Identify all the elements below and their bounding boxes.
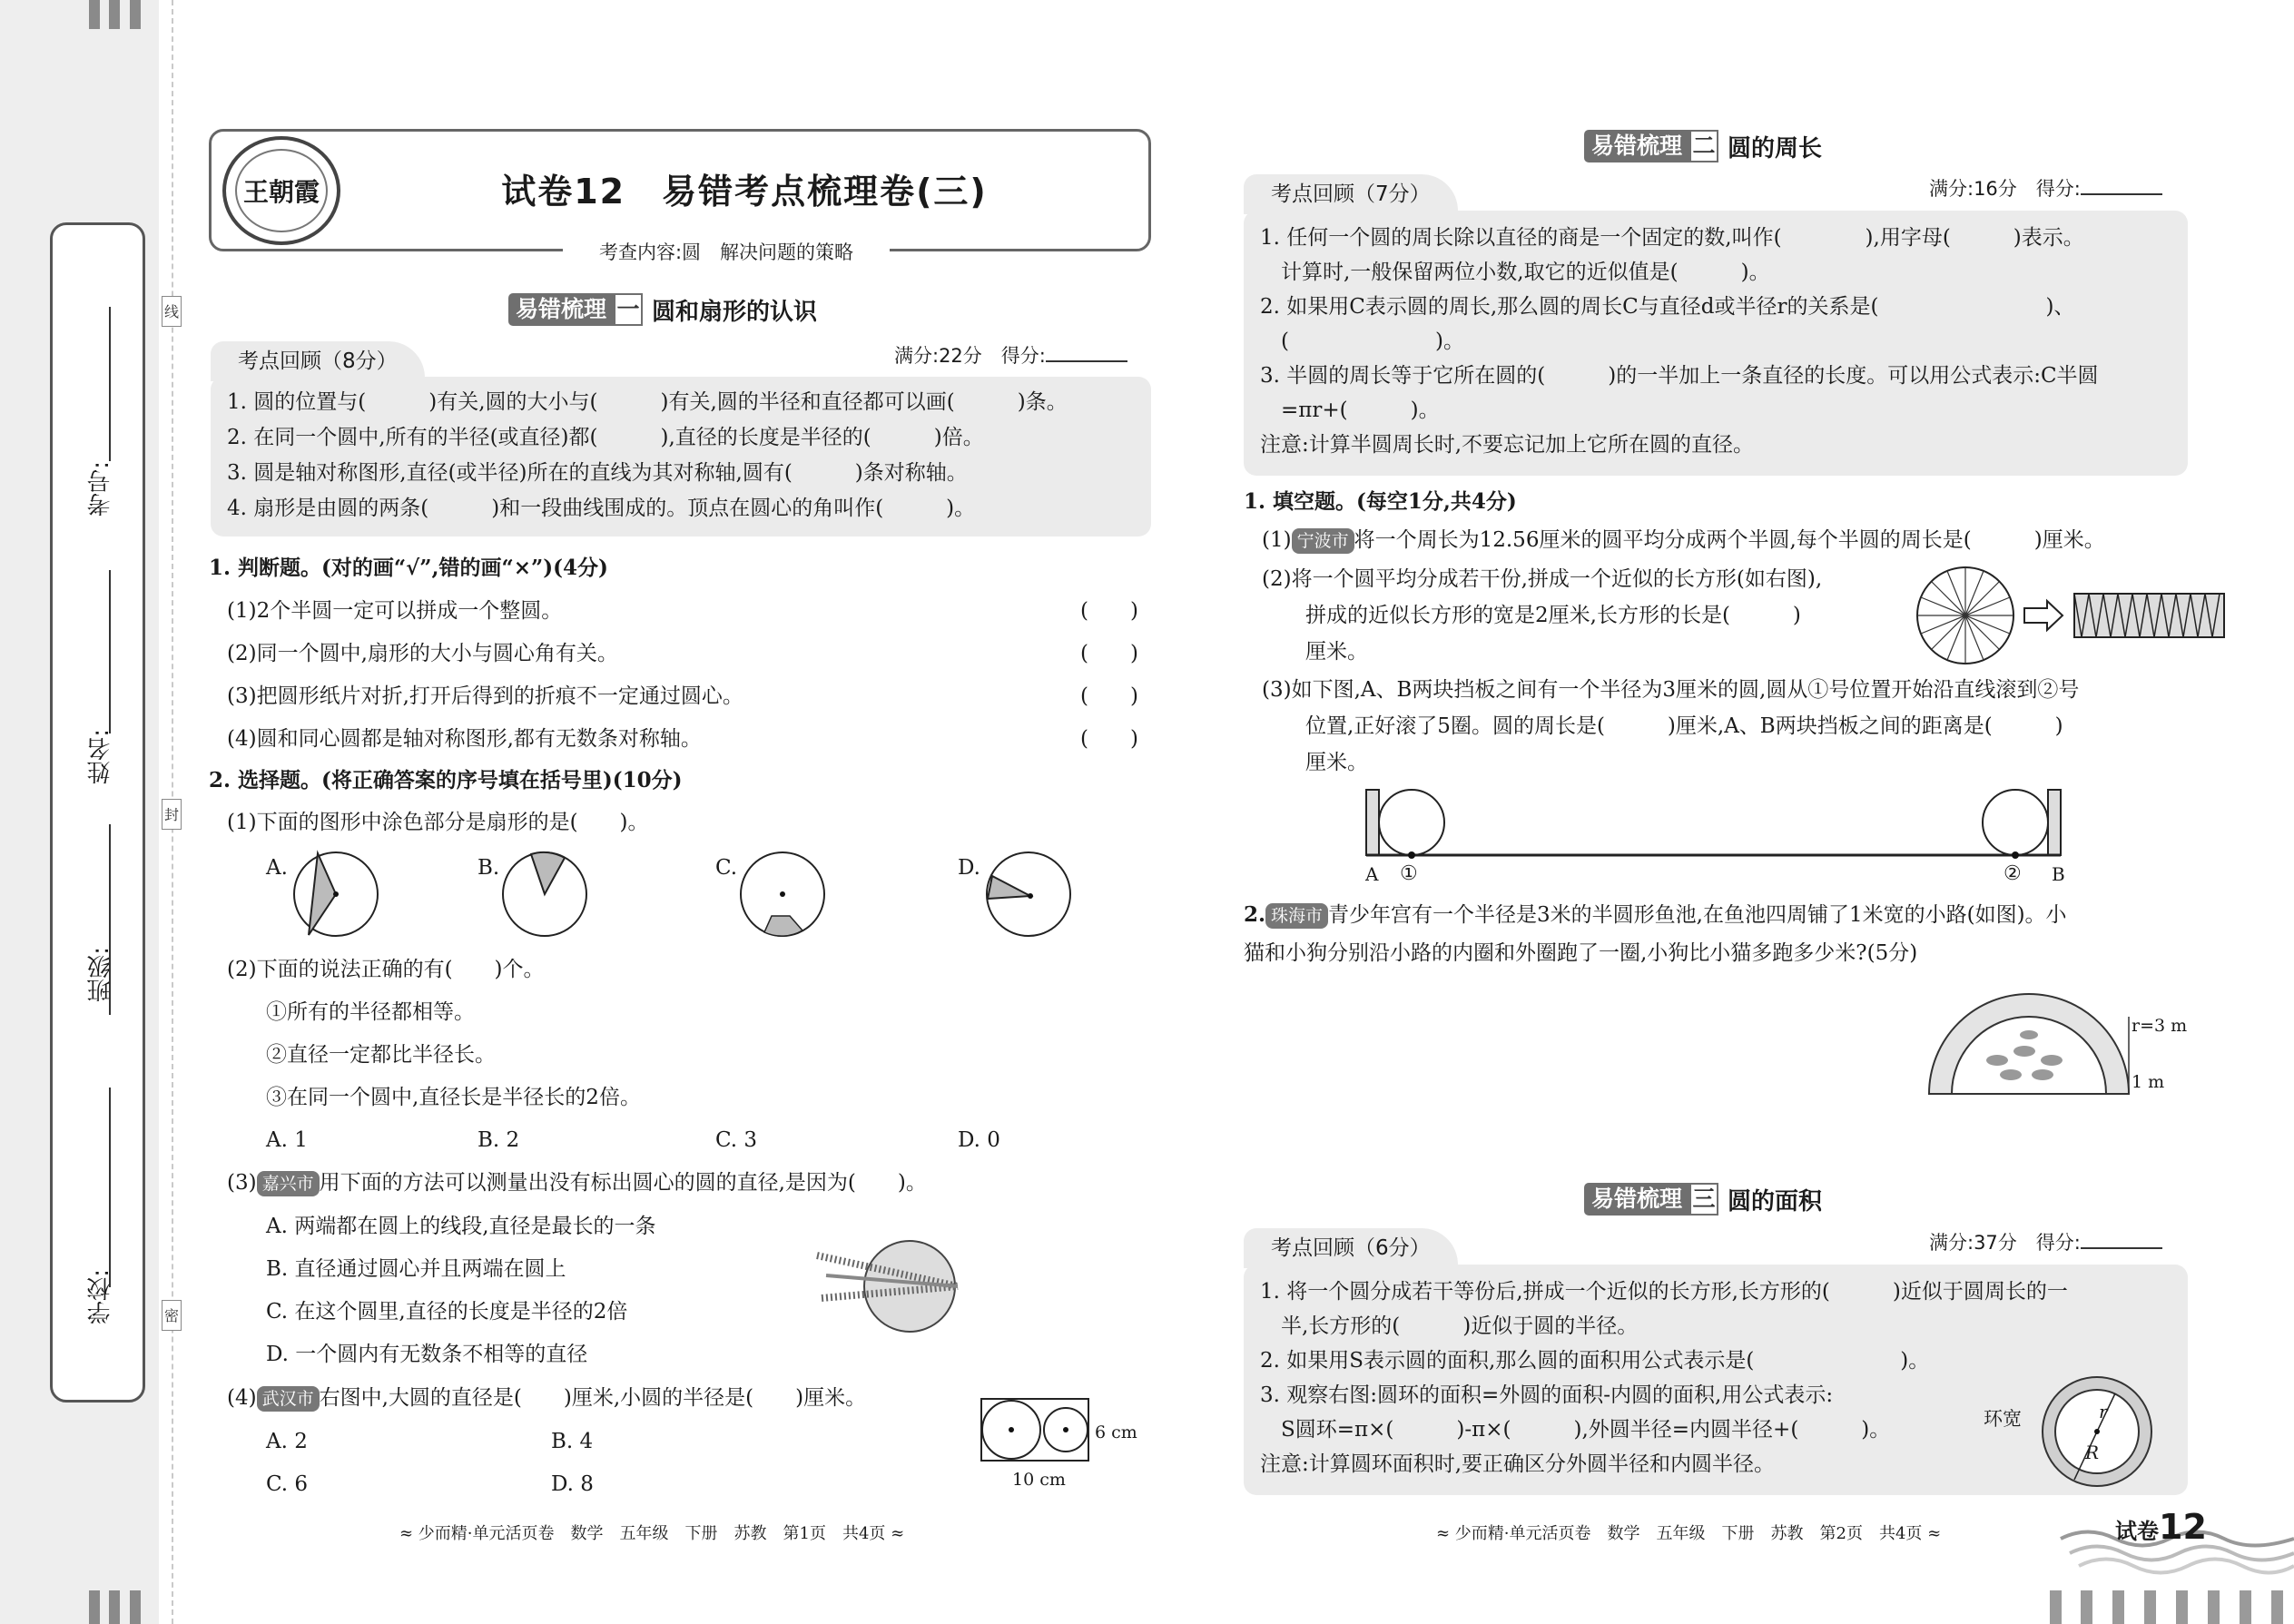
review-line: 1. 圆的位置与( )有关,圆的大小与( )有关,圆的半径和直径都可以画( )条。 xyxy=(227,390,1068,414)
figure-label-b: B xyxy=(2052,863,2065,885)
option-label: D. 8 xyxy=(551,1472,594,1496)
exam-number-line[interactable] xyxy=(109,307,111,461)
name-line[interactable] xyxy=(109,570,111,733)
footer-left: ≈ 少而精·单元活页卷 数学 五年级 下册 苏教 第1页 共4页 ≈ xyxy=(399,1524,905,1543)
figure-two-circles xyxy=(980,1398,1089,1462)
figure-circle-to-rectangle xyxy=(1915,565,2233,669)
review-line: 3. 观察右图:圆环的面积=外圆的面积-内圆的面积,用公式表示: xyxy=(1260,1383,1834,1407)
binding-tick xyxy=(2271,1590,2283,1624)
question-item: (1)2个半圆一定可以拼成一个整圆。 xyxy=(227,599,563,623)
cut-mark-mi: 密 xyxy=(162,1300,182,1331)
cut-mark-xian: 线 xyxy=(162,296,182,327)
option-label: C. 在这个圆里,直径的长度是半径的2倍 xyxy=(266,1300,628,1324)
review-line: ( )。 xyxy=(1260,330,1464,353)
review-line: 2. 如果用S表示圆的面积,那么圆的面积用公式表示是( )。 xyxy=(1260,1349,1930,1373)
figure-option-c xyxy=(737,849,837,940)
question-item: 厘米。 xyxy=(1305,640,1368,664)
binding-tick xyxy=(2112,1590,2124,1624)
question-item: (2)下面的说法正确的有( )个。 xyxy=(227,958,545,981)
score-blank[interactable] xyxy=(1046,360,1127,362)
page-subtitle: 考查内容:圆 解决问题的策略 xyxy=(563,238,890,267)
binding-tick xyxy=(2208,1590,2220,1624)
review-line: 2. 如果用C表示圆的周长,那么圆的周长C与直径d或半径r的关系是( )、 xyxy=(1260,295,2075,319)
question-item: (4) 武汉市 右图中,大圆的直径是( )厘米,小圆的半径是( )厘米。 xyxy=(227,1386,867,1410)
binding-tick xyxy=(89,1590,100,1624)
score-line: 满分:37分 得分: xyxy=(1929,1228,2162,1255)
city-badge: 珠海市 xyxy=(1265,903,1328,929)
figure-option-b xyxy=(499,849,599,940)
section-2-title: 易错梳理 二 圆的周长 xyxy=(1584,129,1822,163)
option-label: B. 2 xyxy=(478,1128,520,1152)
option-label: D. 一个圆内有无数条不相等的直径 xyxy=(266,1343,588,1366)
question-item: (3)如下图,A、B两块挡板之间有一个半径为3厘米的圆,圆从①号位置开始沿直线滚到②号 xyxy=(1262,678,2080,702)
review-line: 2. 在同一个圆中,所有的半径(或直径)都( ),直径的长度是半径的( )倍。 xyxy=(227,426,984,449)
cut-mark-feng: 封 xyxy=(162,799,182,830)
question-item: (1) 宁波市 将一个周长为12.56厘米的圆平均分成两个半圆,每个半圆的周长是( )厘米。 xyxy=(1262,528,2105,552)
class-field: 班级: xyxy=(87,947,114,1002)
question-item: (3) 嘉兴市 用下面的方法可以测量出没有标出圆心的圆的直径,是因为( )。 xyxy=(227,1171,927,1195)
city-badge: 嘉兴市 xyxy=(257,1171,320,1196)
name-field: 姓名: xyxy=(87,729,114,784)
question-item: 拼成的近似长方形的宽是2厘米,长方形的长是( ) xyxy=(1305,604,1801,627)
figure-rolling-circle xyxy=(1362,790,2070,858)
option-label: B. 4 xyxy=(551,1430,594,1453)
binding-tick xyxy=(2176,1590,2188,1624)
question-item: 位置,正好滚了5圈。圆的周长是( )厘米,A、B两块挡板之间的距离是( ) xyxy=(1305,714,2063,738)
figure-label-width: 10 cm xyxy=(1012,1470,1066,1490)
review-panel xyxy=(1244,211,2188,476)
binding-tick xyxy=(109,0,120,29)
question-item: (2)将一个圆平均分成若干份,拼成一个近似的长方形(如右图), xyxy=(1262,567,1823,591)
question-item: (2)同一个圆中,扇形的大小与圆心角有关。 xyxy=(227,642,618,665)
review-tab: 考点回顾（7分） xyxy=(1244,174,1458,214)
question-heading: 1. 填空题。(每空1分,共4分) xyxy=(1244,489,1517,514)
binding-tick xyxy=(109,1590,120,1624)
page-badge: 试卷12 xyxy=(2115,1507,2207,1547)
figure-label-height: 6 cm xyxy=(1095,1422,1137,1442)
figure-label-radius: r=3 m xyxy=(2132,1016,2188,1036)
review-tab: 考点回顾（6分） xyxy=(1244,1228,1458,1268)
option-label: C. xyxy=(715,856,738,880)
footer-right: ≈ 少而精·单元活页卷 数学 五年级 下册 苏教 第2页 共4页 ≈ xyxy=(1436,1524,1942,1543)
statement: ②直径一定都比半径长。 xyxy=(266,1043,496,1067)
option-label: B. xyxy=(478,856,500,880)
review-line: =πr+( )。 xyxy=(1260,399,1440,422)
review-line: 1. 将一个圆分成若干等份后,拼成一个近似的长方形,长方形的( )近似于圆周长的一 xyxy=(1260,1280,2068,1304)
city-badge: 宁波市 xyxy=(1292,528,1354,554)
question-item: (4)圆和同心圆都是轴对称图形,都有无数条对称轴。 xyxy=(227,727,702,751)
question-heading: 2. 选择题。(将正确答案的序号填在括号里)(10分) xyxy=(209,768,683,792)
figure-measuring-diameter xyxy=(817,1230,962,1339)
figure-option-a xyxy=(290,849,390,940)
answer-paren[interactable]: ( ) xyxy=(1080,642,1138,665)
section-1-title: 易错梳理 一 圆和扇形的认识 xyxy=(508,292,817,327)
answer-paren[interactable]: ( ) xyxy=(1080,599,1138,623)
binding-tick xyxy=(2240,1590,2251,1624)
binding-tick xyxy=(2081,1590,2092,1624)
question-item: 2. 珠海市 青少年宫有一个半径是3米的半圆形鱼池,在鱼池四周铺了1米宽的小路(如图)。小 xyxy=(1244,902,2067,927)
statement: ③在同一个圆中,直径长是半径长的2倍。 xyxy=(266,1086,641,1109)
binding-tick xyxy=(130,0,141,29)
score-line: 满分:16分 得分: xyxy=(1929,174,2162,202)
question-item: (1)下面的图形中涂色部分是扇形的是( )。 xyxy=(227,811,649,834)
score-blank[interactable] xyxy=(2081,193,2162,195)
figure-label-2: ② xyxy=(2004,862,2022,885)
review-note: 注意:计算半圆周长时,不要忘记加上它所在圆的直径。 xyxy=(1260,433,1755,457)
option-label: A. 1 xyxy=(266,1128,308,1152)
option-label: C. 3 xyxy=(715,1128,758,1152)
figure-label-ring-width: 环宽 xyxy=(1984,1408,2022,1430)
student-info-frame xyxy=(50,222,145,1403)
figure-label-a: A xyxy=(1365,863,1379,885)
figure-label-1: ① xyxy=(1400,862,1418,885)
option-label: D. 0 xyxy=(958,1128,1000,1152)
figure-ring xyxy=(2038,1375,2156,1489)
answer-paren[interactable]: ( ) xyxy=(1080,727,1138,751)
option-label: C. 6 xyxy=(266,1472,309,1496)
score-line: 满分:22分 得分: xyxy=(894,341,1127,369)
option-label: D. xyxy=(958,856,980,880)
binding-tick xyxy=(130,1590,141,1624)
figure-semicircle-pond xyxy=(1925,980,2142,1098)
question-item: (3)把圆形纸片对折,打开后得到的折痕不一定通过圆心。 xyxy=(227,684,743,708)
option-label: B. 直径通过圆心并且两端在圆上 xyxy=(266,1257,566,1281)
option-label: A. 2 xyxy=(266,1430,308,1453)
question-item: 猫和小狗分别沿小路的内圈和外圈跑了一圈,小狗比小猫多跑多少米?(5分) xyxy=(1244,941,1918,965)
figure-label-inner-radius: r xyxy=(2099,1401,2108,1422)
publisher-logo: 王朝霞 xyxy=(222,136,340,245)
school-field: 学校: xyxy=(87,1269,114,1324)
option-label: A. xyxy=(266,856,288,880)
question-heading: 1. 判断题。(对的画“√”,错的画“×”)(4分) xyxy=(209,556,608,580)
review-line: 3. 半圆的周长等于它所在圆的( )的一半加上一条直径的长度。可以用公式表示:C半圆 xyxy=(1260,364,2099,388)
review-line: 3. 圆是轴对称图形,直径(或半径)所在的直线为其对称轴,圆有( )条对称轴。 xyxy=(227,461,968,485)
review-line: 半,长方形的( )近似于圆的半径。 xyxy=(1260,1314,1639,1338)
score-blank[interactable] xyxy=(2081,1247,2162,1249)
review-line: S圆环=π×( )-π×( ),外圆半径=内圆半径+( )。 xyxy=(1260,1418,1891,1442)
school-line[interactable] xyxy=(109,1088,111,1287)
review-panel xyxy=(211,377,1151,536)
review-line: 计算时,一般保留两位小数,取它的近似值是( )。 xyxy=(1260,261,1770,284)
exam-number-field: 考号: xyxy=(87,461,114,517)
figure-label-outer-radius: R xyxy=(2085,1442,2100,1463)
section-3-title: 易错梳理 三 圆的面积 xyxy=(1584,1182,1822,1216)
review-line: 4. 扇形是由圆的两条( )和一段曲线围成的。顶点在圆心的角叫作( )。 xyxy=(227,497,976,520)
binding-tick xyxy=(89,0,100,29)
binding-tick xyxy=(2144,1590,2156,1624)
option-label: A. 两端都在圆上的线段,直径是最长的一条 xyxy=(266,1215,656,1238)
review-note: 注意:计算圆环面积时,要正确区分外圆半径和内圆半径。 xyxy=(1260,1452,1776,1476)
figure-label-path-width: 1 m xyxy=(2132,1072,2165,1092)
question-item: 厘米。 xyxy=(1305,751,1368,774)
review-tab: 考点回顾（8分） xyxy=(211,341,425,381)
figure-option-d xyxy=(983,849,1083,940)
review-line: 1. 任何一个圆的周长除以直径的商是一个固定的数,叫作( ),用字母( )表示。 xyxy=(1260,226,2084,250)
statement: ①所有的半径都相等。 xyxy=(266,1000,475,1024)
page-title: 试卷12 易错考点梳理卷(三) xyxy=(501,172,988,212)
binding-tick xyxy=(2050,1590,2062,1624)
answer-paren[interactable]: ( ) xyxy=(1080,684,1138,708)
city-badge: 武汉市 xyxy=(257,1386,320,1412)
